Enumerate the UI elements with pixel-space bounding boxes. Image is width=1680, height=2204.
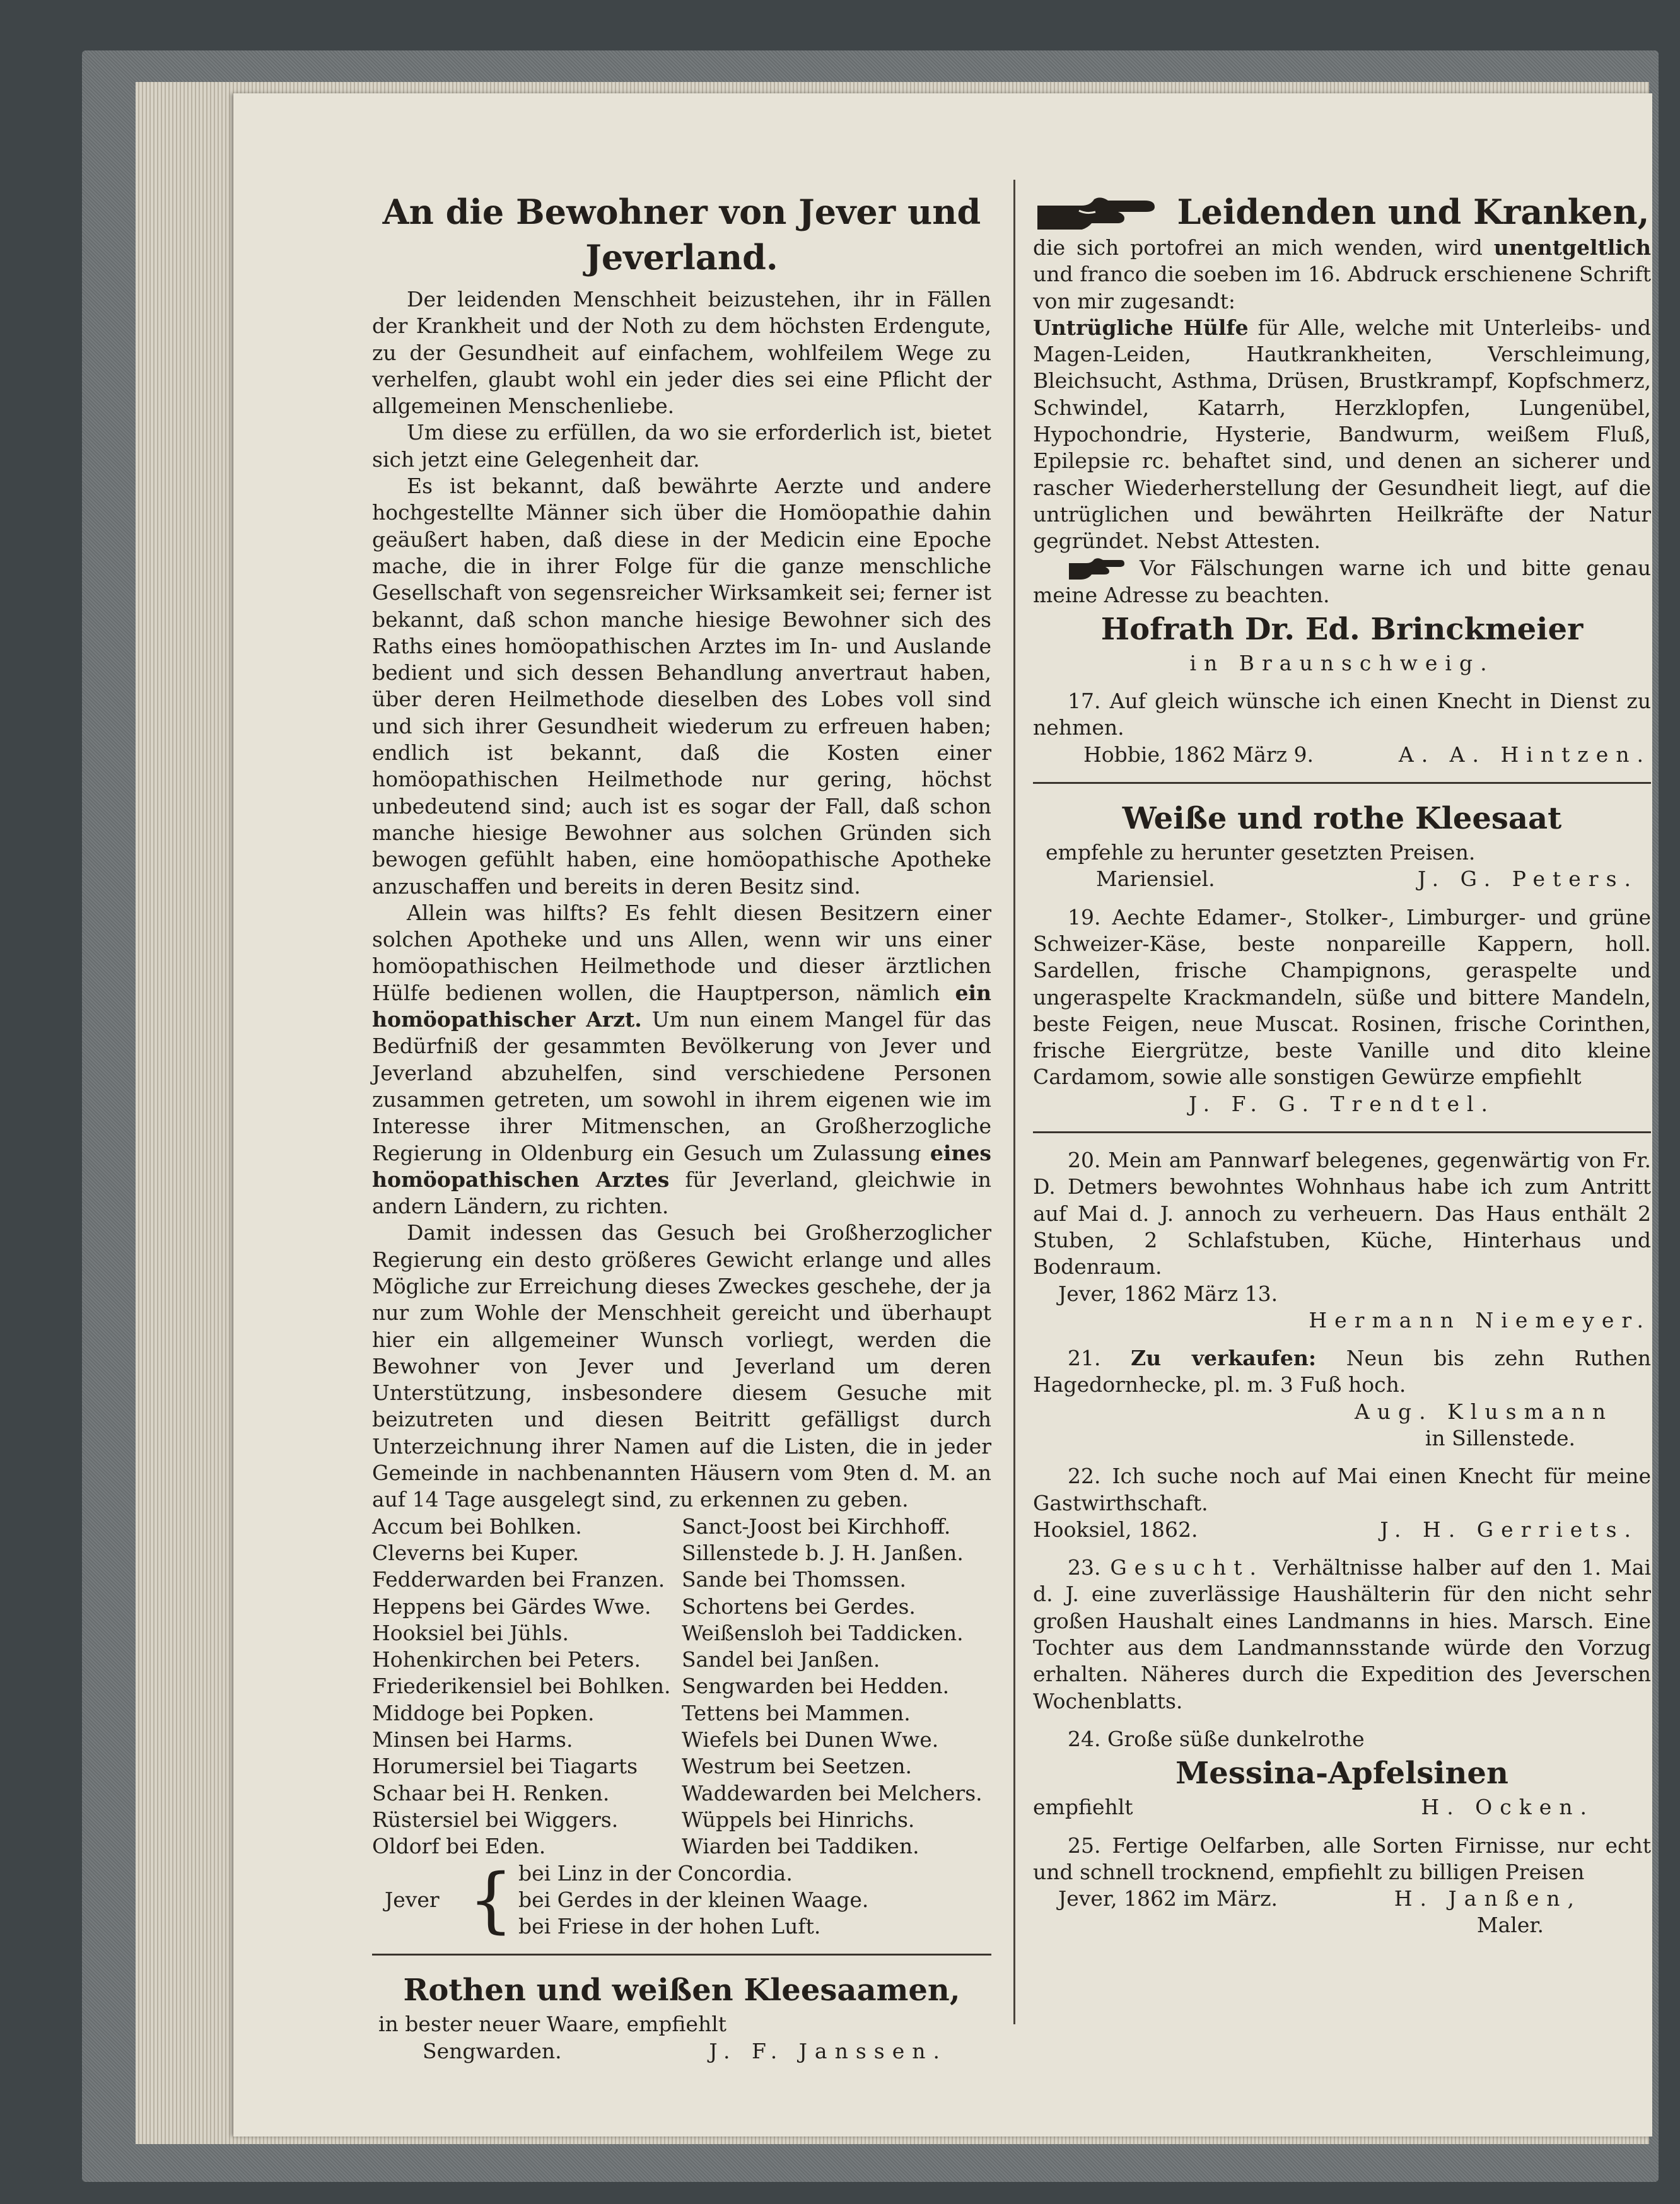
notice-25: 25. Fertige Oelfarben, alle Sorten Firnisse, nur echt und schnell trocknend, empfiehlt zu billigen Preisen: [1033, 1833, 1651, 1884]
notice-21-place: in Sillenstede.: [1425, 1425, 1575, 1450]
house-row: [372, 1566, 991, 1593]
kranken-heading: Leidenden und Kranken,: [1177, 192, 1650, 232]
right-column: [1033, 189, 1651, 1939]
pointing-hand-icon: [1035, 194, 1167, 230]
kranken-paragraph-2: Untrügliche Hülfe für Alle, welche mit Unterleibs- und Magen-Leiden, Hautkrankheiten, Verschleimung, Bleichsucht, Asthma, Drüsen, Brustkrampf, Kopfschmerz, Schwindel, Katarrh, Herzklopfen, Lungenübel, Hypochondrie, Hysterie, Bandwurm, weißem Fluß, Epilepsie rc. behaftet sind, und denen an sicherer und rascher Wiederherstellung der Gesundheit liegt, auf die untrüglichen und bewährten Heilkräfte der Natur gegründet. Nebst Attesten.: [1033, 315, 1652, 554]
kleesaat-heading: Weiße und rothe Kleesaat: [1122, 801, 1562, 837]
house-right: Tettens bei Mammen.: [682, 1700, 911, 1725]
house-right: Wiefels bei Dunen Wwe.: [682, 1727, 939, 1752]
notice-20: 20. Mein am Pannwarf belegenes, gegenwärtig von Fr. D. Detmers bewohntes Wohnhaus habe ich zum Antritt auf Mai d. J. annoch zu verheuern. Das Haus enthält 2 Stuben, 2 Schlafstuben, Küche, Hinterhaus und Bodenraum.: [1033, 1148, 1651, 1280]
jever-house-1: bei Linz in der Concordia.: [518, 1860, 793, 1886]
kleesaamen-heading: Rothen und weißen Kleesaamen,: [403, 1973, 960, 2009]
notice-22: 22. Ich suche noch auf Mai einen Knecht für meine Gastwirthschaft.: [1033, 1464, 1651, 1515]
kleesaamen-text: in bester neuer Waare, empfiehlt: [378, 2012, 727, 2037]
notice-24-signature: [1033, 1794, 1651, 1821]
notice-17-place: Hobbie, 1862 März 9.: [1083, 742, 1314, 767]
jever-label: Jever: [385, 1887, 440, 1912]
notice-20-place: Jever, 1862 März 13.: [1058, 1281, 1278, 1306]
house-right: Sillenstede b. J. H. Janßen.: [682, 1540, 964, 1565]
house-row: [372, 1513, 991, 1540]
kranken-paragraph-1: die sich portofrei an mich wenden, wird unentgeltlich und franco die soeben im 16. Abdruck erschienene Schrift von mir zugesandt:: [1033, 235, 1651, 313]
house-right: Wiarden bei Taddiken.: [682, 1834, 919, 1859]
house-row: [372, 1620, 991, 1647]
kleesaat-name: J. G. Peters.: [1417, 866, 1638, 892]
jever-house-3: bei Friese in der hohen Luft.: [518, 1914, 821, 1939]
notice-25-place: Jever, 1862 im März.: [1058, 1886, 1278, 1911]
homeopathy-paragraph-3: Es ist bekannt, daß bewährte Aerzte und andere hochgestellte Männer sich über die Homöopathie dahin geäußert haben, daß diese in der Medicin eine Epoche mache, die in ihrer Folge für die ganze menschliche Gesellschaft von segensreicher Wirksamkeit sei; ferner ist bekannt, daß schon manche hiesige Bewohner sich des Raths eines homöopathischen Arztes im In- und Auslande bedient und sich dessen Behandlung anvertraut haben, über deren Heilmethode dieselben des Lobes voll sind und sich ihrer Gesundheit wiederum zu erfreuen haben; endlich ist bekannt, daß die Kosten einer homöopathischen Heilmethode nur gering, höchst unbedeutend sind; auch ist es sogar der Fall, daß schon manche hiesige Bewohner aus solchen Gründen sich bewogen gefühlt haben, eine homöopathische Apotheke anzuschaffen und bereits in deren Besitz sind.: [372, 474, 991, 899]
notice-17-name: A. A. Hintzen.: [1398, 742, 1651, 767]
jever-house-2: bei Gerdes in der kleinen Waage.: [518, 1887, 869, 1912]
house-row: [372, 1647, 991, 1673]
notice-23: 23. Gesucht. Verhältnisse halber auf den 1. Mai d. J. eine zuverlässige Haushälterin für den nicht sehr großen Haushalt eines Landmanns in hies. Marsch. Eine Tochter aus dem Landmannsstande würde den Vorzug erhalten. Näheres durch die Expedition des Jeverschen Wochenblatts.: [1033, 1555, 1651, 1713]
house-left: Cleverns bei Kuper.: [372, 1540, 580, 1565]
homeopathy-paragraph-1: Der leidenden Menschheit beizustehen, ihr in Fällen der Krankheit und der Noth zu dem höchsten Erdengute, zu der Gesundheit auf einfachem, wohlfeilem Wege zu verhelfen, glaubt wohl ein jeder dies sei eine Pflicht der allgemeinen Menschenliebe.: [372, 287, 991, 419]
house-left: Oldorf bei Eden.: [372, 1834, 546, 1859]
house-row: [372, 1807, 991, 1833]
notice-19: 19. Aechte Edamer-, Stolker-, Limburger- und grüne Schweizer-Käse, beste nonpareille Kappern, holl. Sardellen, frische Champignons, geraspelte und ungeraspelte Krackmandeln, süße und bittere Mandeln, beste Feigen, neue Muscat. Rosinen, frische Corinthen, frische Eiergrütze, beste Vanille und dito kleine Cardamom, sowie alle sonstigen Gewürze empfiehlt: [1033, 904, 1651, 1090]
jever-houses: [385, 1860, 991, 1940]
house-left: Accum bei Bohlken.: [372, 1513, 582, 1539]
house-row: [372, 1540, 991, 1566]
notice-17: 17. Auf gleich wünsche ich einen Knecht in Dienst zu nehmen.: [1033, 689, 1651, 740]
notice-21: 21. Zu verkaufen: Neun bis zehn Ruthen Hagedornhecke, pl. m. 3 Fuß hoch.: [1033, 1346, 1651, 1397]
notice-25-signature: [1033, 1886, 1651, 1912]
house-left: Hooksiel bei Jühls.: [372, 1620, 569, 1645]
messina-heading: Messina-Apfelsinen: [1175, 1756, 1508, 1792]
house-row: [372, 1753, 991, 1780]
house-row: [372, 1673, 991, 1700]
separator-rule: [1033, 782, 1651, 784]
signature-houses-list: [372, 1513, 991, 1860]
notice-22-name: J. H. Gerriets.: [1380, 1517, 1638, 1542]
kleesaat-signature: [1033, 866, 1651, 892]
brace-glyph: {: [468, 1858, 513, 1941]
homeopathy-paragraph-5: Damit indessen das Gesuch bei Großherzoglicher Regierung ein desto größeres Gewicht erlange und alles Mögliche zur Erreichung dieses Zweckes geschehe, der ja nur zum Wohle der Menschheit gereicht und überhaupt hier ein allgemeiner Wunsch vorliegt, werden die Bewohner von Jever und Jeverland um deren Unterstützung, insbesondere diesem Gesuche mit beizutreten und diesen Beitritt gefälligst durch Unterzeichnung ihrer Namen auf die Listen, die in jeder Gemeinde in nachbenannten Häusern vom 9ten d. M. an auf 14 Tage ausgelegt sind, zu erkennen zu geben.: [372, 1220, 991, 1512]
kranken-warning: Vor Fälschungen warne ich und bitte genau meine Adresse zu beachten.: [1033, 555, 1651, 607]
house-left: Horumersiel bei Tiagarts: [372, 1754, 638, 1779]
house-left: Rüstersiel bei Wiggers.: [372, 1807, 619, 1832]
notice-22-place: Hooksiel, 1862.: [1033, 1517, 1198, 1542]
notice-17-signature: [1033, 742, 1651, 768]
house-right: Schortens bei Gerdes.: [682, 1594, 916, 1619]
column-divider: [1013, 180, 1015, 2024]
house-right: Waddewarden bei Melchers.: [682, 1780, 983, 1805]
kranken-heading-row: [1033, 189, 1651, 235]
kleesaamen-place: Sengwarden.: [423, 2038, 562, 2063]
notice-24-text: empfiehlt: [1033, 1795, 1133, 1820]
house-right: Westrum bei Seetzen.: [682, 1754, 913, 1779]
notice-25-title: Maler.: [1476, 1913, 1544, 1938]
notice-24-name: H. Ocken.: [1421, 1795, 1594, 1820]
house-right: Weißensloh bei Taddicken.: [682, 1620, 964, 1645]
kleesaat-place: Mariensiel.: [1096, 866, 1215, 892]
kleesaamen-name: J. F. Janssen.: [709, 2038, 947, 2063]
house-left: Minsen bei Harms.: [372, 1727, 573, 1752]
house-left: Middoge bei Popken.: [372, 1700, 595, 1725]
separator-rule: [372, 1954, 991, 1956]
kleesaamen-signature: [372, 2038, 991, 2065]
house-right: Sande bei Thomssen.: [682, 1567, 906, 1592]
house-left: Hohenkirchen bei Peters.: [372, 1647, 641, 1672]
homeopathy-paragraph-2: Um diese zu erfüllen, da wo sie erforderlich ist, bietet sich jetzt eine Gelegenheit dar.: [372, 420, 991, 472]
house-left: Friederikensiel bei Bohlken.: [372, 1674, 671, 1699]
house-right: Sandel bei Janßen.: [682, 1647, 880, 1672]
house-row: [372, 1727, 991, 1753]
house-row: [372, 1780, 991, 1807]
house-right: Sanct-Joost bei Kirchhoff.: [682, 1513, 951, 1539]
notice-25-name: H. Janßen,: [1394, 1886, 1582, 1911]
notice-21-name: Aug. Klusmann: [1354, 1399, 1613, 1424]
house-left: Schaar bei H. Renken.: [372, 1780, 610, 1805]
house-row: [372, 1700, 991, 1727]
homeopathy-paragraph-4: Allein was hilfts? Es fehlt diesen Besitzern einer solchen Apotheke und uns Allen, wenn wir uns einer homöopathischen Heilmethode und dieser ärztlichen Hülfe bedienen wollen, die Hauptperson, nämlich ein homöopathischer Arzt. Um nun einem Mangel für das Bedürfniß der gesammten Bevölkerung von Jever und Jeverland abzuhelfen, sind verschiedene Personen zusammen getreten, um sowohl in ihrem eigenen wie im Interesse ihrer Mitmenschen, an Großherzogliche Regierung in Oldenburg ein Gesuch um Zulassung eines homöopathischen Arztes für Jeverland, gleichwie in andern Ländern, zu richten.: [372, 900, 991, 1219]
notice-24: 24. Große süße dunkelrothe: [1068, 1726, 1365, 1751]
house-right: Wüppels bei Hinrichs.: [682, 1807, 915, 1832]
house-left: Fedderwarden bei Franzen.: [372, 1567, 665, 1592]
house-row: [372, 1594, 991, 1620]
notice-20-name: Hermann Niemeyer.: [1309, 1307, 1651, 1332]
notice-22-signature: [1033, 1517, 1651, 1543]
house-left: Heppens bei Gärdes Wwe.: [372, 1594, 651, 1619]
notice-19-name: J. F. G. Trendtel.: [1188, 1091, 1496, 1116]
homeopathy-heading: An die Bewohner von Jever und Jeverland.: [382, 192, 981, 277]
left-column: [372, 189, 991, 2065]
separator-rule: [1033, 1131, 1651, 1133]
house-row: [372, 1833, 991, 1860]
brinckmeier-city: in Braunschweig.: [1189, 650, 1495, 675]
kleesaat-text: empfehle zu herunter gesetzten Preisen.: [1046, 840, 1476, 865]
house-right: Sengwarden bei Hedden.: [682, 1674, 950, 1699]
brinckmeier-signature: Hofrath Dr. Ed. Brinckmeier: [1100, 611, 1584, 647]
pointing-hand-small-icon: [1068, 557, 1124, 582]
